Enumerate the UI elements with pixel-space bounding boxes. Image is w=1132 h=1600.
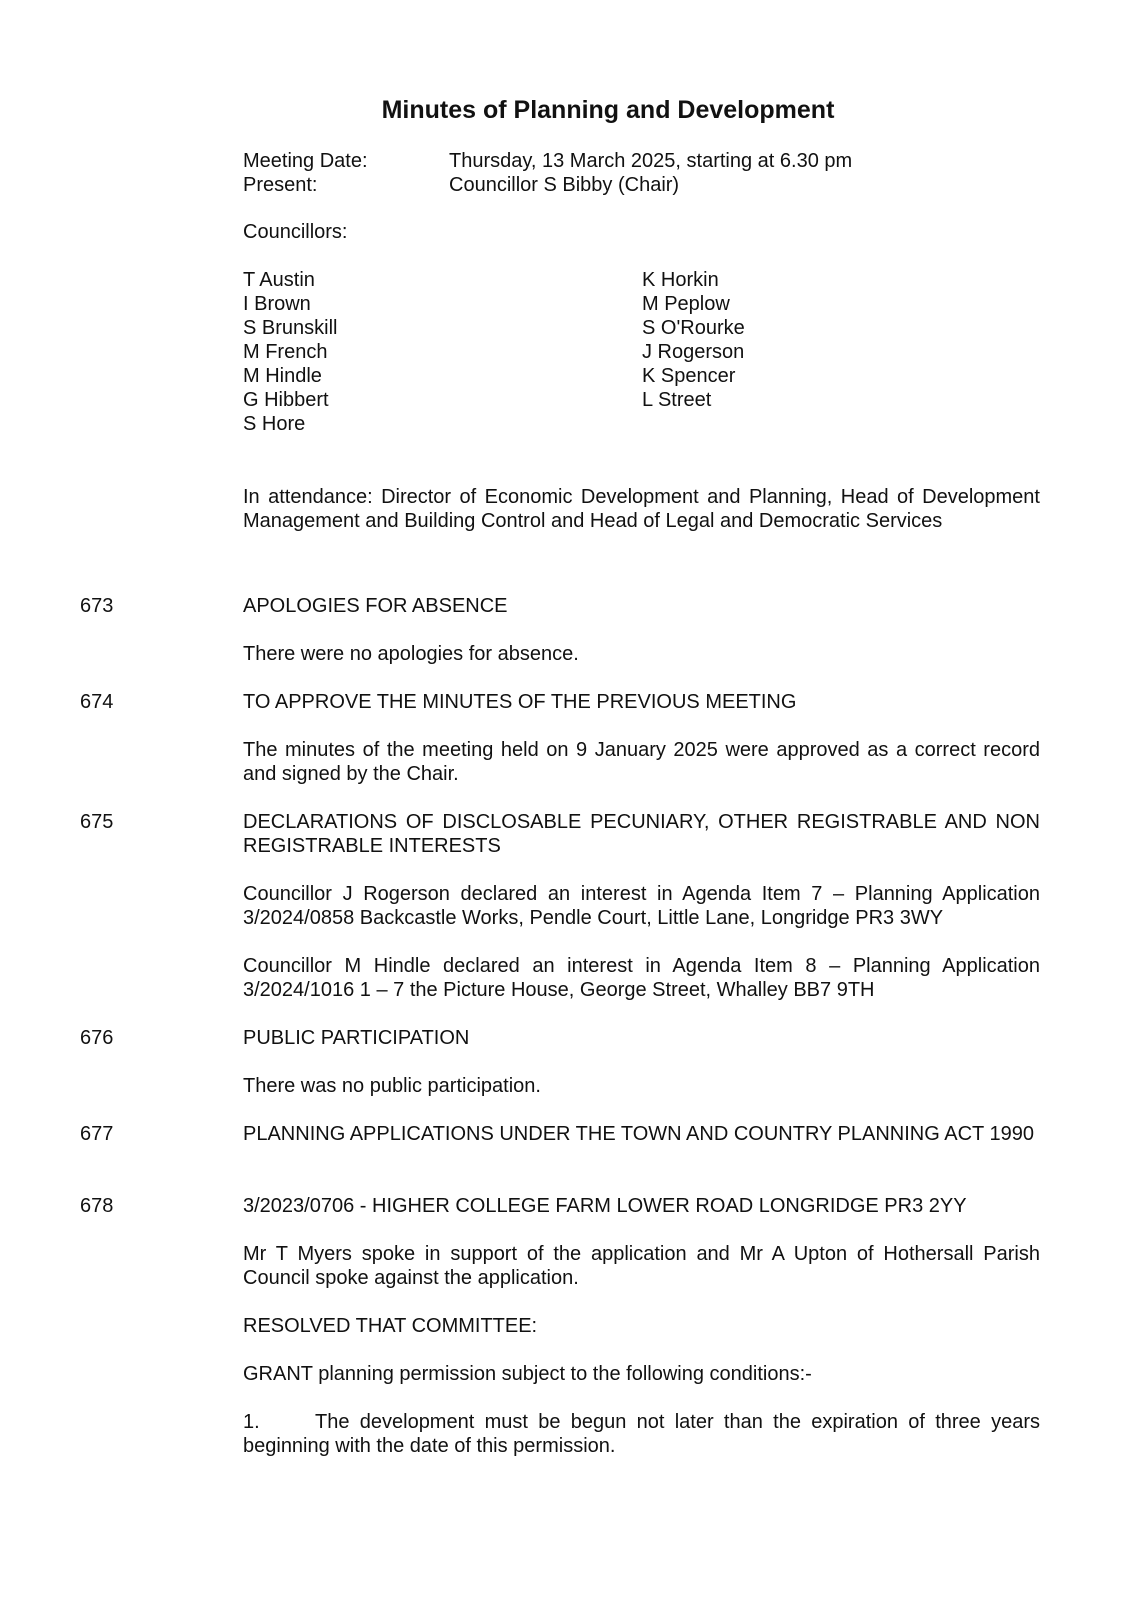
resolved-text: RESOLVED THAT COMMITTEE: [243,1315,538,1337]
item-number: 677 [80,1123,114,1145]
item-heading: PUBLIC PARTICIPATION [243,1027,470,1049]
councillors-list-left [243,268,337,436]
meeting-date-label: Meeting Date: [243,150,368,172]
condition-paragraph [243,1410,1040,1458]
page-title: Minutes of Planning and Development [381,96,835,124]
present-label: Present: [243,174,318,196]
councillor-name: G Hibbert [243,389,329,411]
item-heading: DECLARATIONS OF DISCLOSABLE PECUNIARY, OTHER REGISTRABLE AND NON REGISTRABLE INTERESTS [243,811,1040,857]
councillor-name: K Spencer [642,365,736,387]
councillor-name: J Rogerson [642,341,745,363]
grant-text: GRANT planning permission subject to the following conditions:- [243,1363,812,1385]
councillor-name: M French [243,341,328,363]
item-heading: TO APPROVE THE MINUTES OF THE PREVIOUS MEETING [243,691,797,713]
councillors-label: Councillors: [243,221,348,243]
item-number: 676 [80,1027,114,1049]
councillor-name: S Brunskill [243,317,338,339]
item-number: 675 [80,811,114,833]
councillor-name: S Hore [243,413,306,435]
item-number: 674 [80,691,114,713]
councillor-name: K Horkin [642,269,719,291]
councillor-name: I Brown [243,293,311,315]
councillor-name: S O'Rourke [642,317,745,339]
item-heading: PLANNING APPLICATIONS UNDER THE TOWN AND COUNTRY PLANNING ACT 1990 [243,1123,1034,1145]
councillor-name: M Hindle [243,365,322,387]
item-text: Councillor J Rogerson declared an interest in Agenda Item 7 – Planning Application 3/2024/0858 Backcastle Works, Pendle Court, Little Lane, Longridge PR3 3WY [243,883,1040,929]
councillor-name: M Peplow [642,293,730,315]
condition-number: 1. [243,1411,260,1433]
item-number: 673 [80,595,114,617]
condition-text: The development must be begun not later than the expiration of three years beginning with the date of this permission. [243,1411,1040,1457]
meeting-date-value: Thursday, 13 March 2025, starting at 6.30 pm [449,150,853,172]
item-text: Mr T Myers spoke in support of the application and Mr A Upton of Hothersall Parish Council spoke against the application. [243,1243,1040,1289]
councillor-name: T Austin [243,269,315,291]
councillors-list-right [642,268,745,412]
item-number: 678 [80,1195,114,1217]
present-value: Councillor S Bibby (Chair) [449,174,680,196]
item-text: There was no public participation. [243,1075,541,1097]
item-heading: APOLOGIES FOR ABSENCE [243,595,508,617]
item-text: There were no apologies for absence. [243,643,579,665]
attendance-paragraph: In attendance: Director of Economic Development and Planning, Head of Development Management and Building Control and Head of Legal and Democratic Services [243,486,1040,532]
item-text: The minutes of the meeting held on 9 January 2025 were approved as a correct record and signed by the Chair. [243,739,1040,785]
councillor-name: L Street [642,389,712,411]
item-heading: 3/2023/0706 - HIGHER COLLEGE FARM LOWER ROAD LONGRIDGE PR3 2YY [243,1195,967,1217]
item-text: Councillor M Hindle declared an interest in Agenda Item 8 – Planning Application 3/2024/1016 1 – 7 the Picture House, George Street, Whalley BB7 9TH [243,955,1040,1001]
